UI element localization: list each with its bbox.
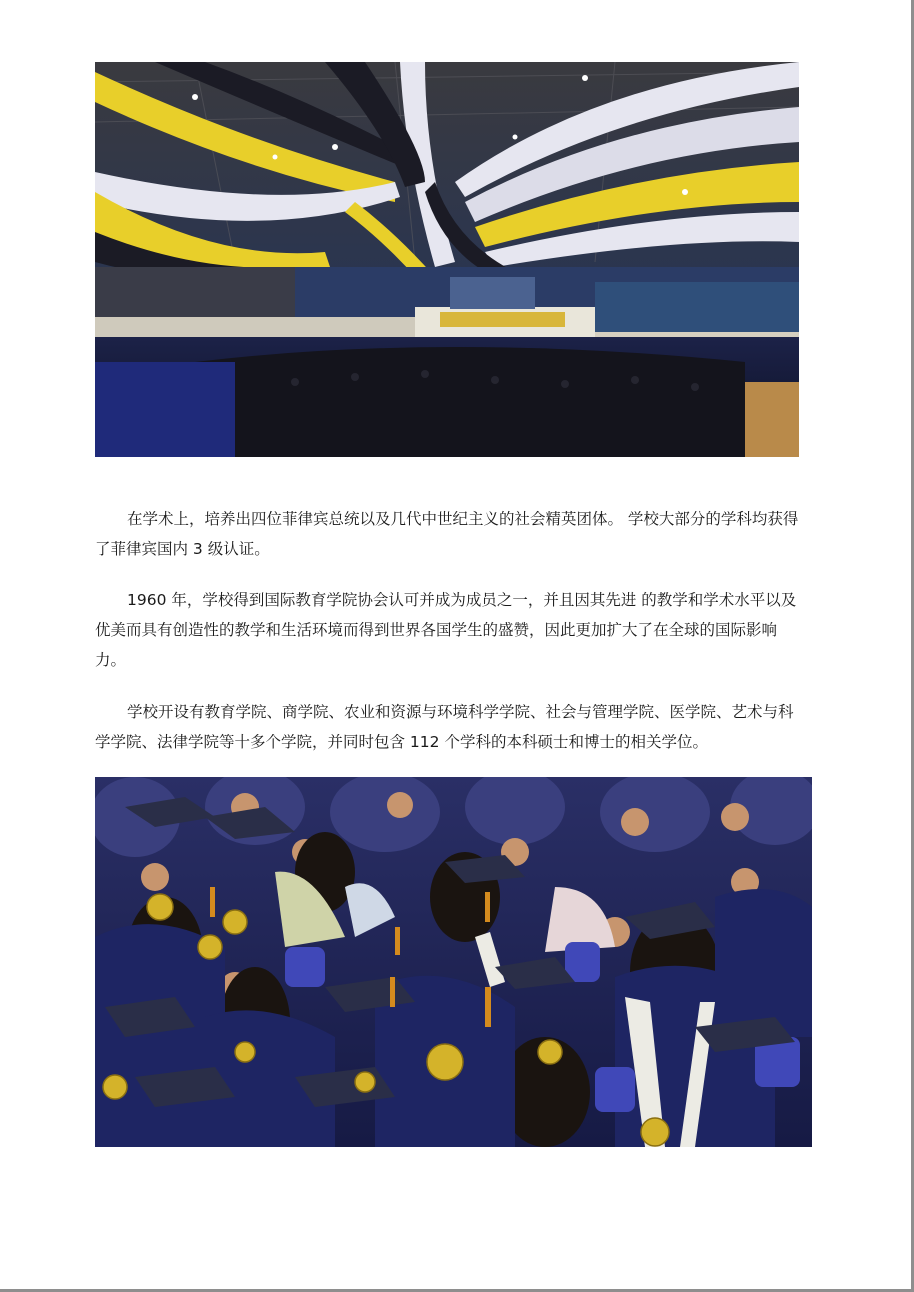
paragraph-text: 1960 年，学校得到国际教育学院协会认可并成为成员之一，并且因其先进 的教学和学术水平以及优美而具有创造性的教学和生活环境而得到世界各国学生的盛赞，因此更加扩大了在全球的国际影响力。 xyxy=(95,591,797,669)
paragraph-academic-achievements xyxy=(95,504,800,564)
graduates-image xyxy=(95,777,812,1147)
paragraph-international-recognition xyxy=(95,585,800,675)
paragraph-text: 在学术上，培养出四位菲律宾总统以及几代中世纪主义的社会精英团体。 学校大部分的学科均获得了菲律宾国内 3 级认证。 xyxy=(95,510,799,558)
graduation-hall-photo xyxy=(95,62,799,457)
graduates-photo xyxy=(95,777,812,1147)
graduation-hall-image xyxy=(95,62,799,457)
paragraph-colleges-list xyxy=(95,697,800,757)
paragraph-text: 学校开设有教育学院、商学院、农业和资源与环境科学学院、社会与管理学院、医学院、艺术与科学学院、法律学院等十多个学院，并同时包含 112 个学科的本科硕士和博士的相关学位。 xyxy=(95,703,794,751)
